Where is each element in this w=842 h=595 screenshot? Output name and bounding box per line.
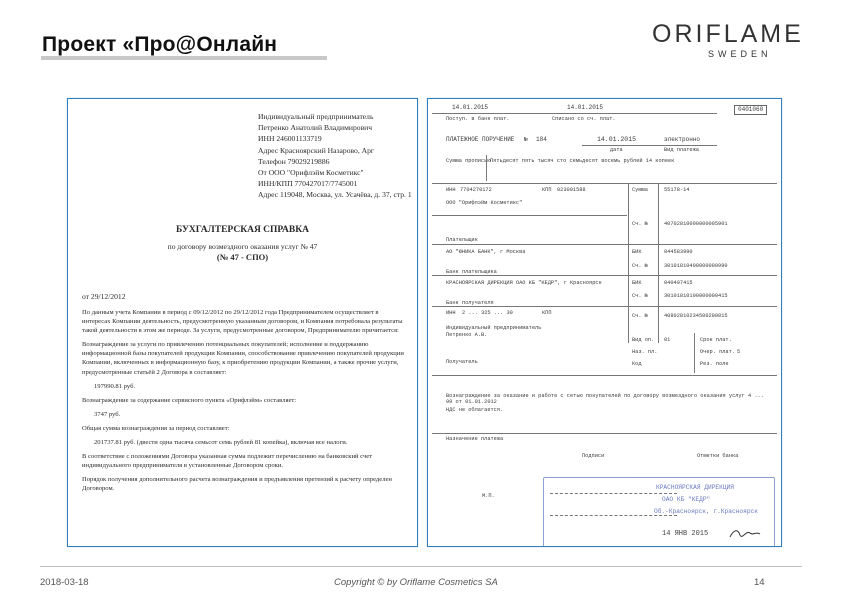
op-value: 01	[664, 337, 671, 343]
rule	[432, 183, 777, 184]
title-underline	[41, 56, 327, 60]
stamp-line: ОАО КБ "КЕДР"	[662, 496, 711, 503]
acc-label: Сч. №	[632, 293, 648, 299]
date-label: дата	[610, 147, 623, 153]
footer-divider	[40, 566, 802, 567]
kpp-label: КПП	[542, 310, 552, 316]
amount-in-words: Пятьдесят пять тысяч сто семьдесят восемь рублей 14 копеек	[490, 158, 675, 164]
recipient-inn: 2 ... 325 ... 30	[462, 310, 513, 316]
purpose-code-label: Наз. пл.	[632, 349, 658, 355]
body-paragraph: По данным учета Компании в период с 09/12/2012 по 29/12/2012 года Предпринимателем осуществляет в интересах Компании деятельность, предусмотренную указанным договором, и Компания потребовала результаты такой деятельности в этом же периоде. За услуги, предусмотренные договором, Предпринимателю причитается:	[82, 309, 403, 335]
number-label: №	[524, 136, 528, 143]
payment-purpose-vat: НДС не облагается.	[446, 407, 504, 413]
header-line: Петренко Анатолий Владимирович	[258, 123, 373, 133]
recipient-bank: КРАСНОЯРСКАЯ ДИРЕКЦИЯ ОАО КБ "КЕДР", г Красноярск	[446, 280, 602, 286]
acc-label: Сч. №	[632, 313, 648, 319]
rule	[432, 113, 717, 114]
order-value: 5	[737, 349, 741, 355]
header-line: ИНН/КПП 770427017/7745001	[258, 179, 358, 189]
payer-corr-account: 30101810400000000990	[664, 263, 728, 269]
recipient-bank-label: Банк получателя	[446, 300, 494, 306]
recipient-name-2: Петренко А.В.	[446, 332, 488, 338]
payer-bank-label: Банк плательщика	[446, 269, 497, 275]
rule	[432, 433, 777, 434]
rule	[694, 333, 695, 373]
body-paragraph: Общая сумма вознаграждения за период составляет:	[82, 424, 230, 432]
payer-inn: 7704270172	[460, 187, 492, 193]
footer-page-number: 14	[754, 577, 765, 588]
due-label: Срок плат.	[700, 337, 732, 343]
accounting-certificate-image	[67, 98, 418, 547]
document-name: ПЛАТЕЖНОЕ ПОРУЧЕНИЕ	[446, 136, 515, 143]
rule	[432, 375, 777, 376]
rule	[658, 183, 659, 343]
code-label: Код	[632, 361, 642, 367]
logo-subtitle: SWEDEN	[708, 49, 772, 59]
recipient-account: 40802810234500200015	[664, 313, 728, 319]
stamp-line: КРАСНОЯРСКАЯ ДИРЕКЦИЯ	[656, 484, 734, 491]
logo-wordmark: ORIFLAME	[652, 20, 804, 48]
recipient-bik: 040407415	[664, 280, 693, 286]
recipient-label: Получатель	[446, 359, 478, 365]
rule	[432, 244, 777, 245]
stamp-line: Об.-Красноярск, г.Красноярск	[654, 508, 758, 515]
order-label: Очер. плат.	[700, 349, 735, 355]
header-line: Телефон 79029219886	[258, 156, 330, 166]
certificate-body	[82, 308, 404, 499]
payer-bank: АО "ЮНИКА БАНК", г Москва	[446, 249, 526, 255]
rule	[432, 215, 627, 216]
body-amount: 197990.81 руб.	[94, 382, 136, 390]
footer-copyright: Copyright © by Oriflame Cosmetics SA	[334, 577, 498, 588]
purpose-footer-label: Назначение платежа	[446, 436, 504, 442]
document-number: 184	[536, 136, 547, 143]
inn-label: ИНН	[446, 187, 456, 193]
acc-label: Сч. №	[632, 263, 648, 269]
payment-purpose: Вознаграждение за оказание и работе с сетью покупателей по договору возмездного оказания услуг 4 ... 99 от 01.01.2012	[446, 393, 764, 405]
certificate-header	[258, 111, 412, 201]
sum-label: Сумма	[632, 187, 648, 193]
kind-label: Вид платежа	[664, 147, 699, 153]
signatures-label: Подписи	[582, 453, 605, 459]
inn-label: ИНН	[446, 310, 456, 316]
bik-label: БИК	[632, 280, 642, 286]
header-line: Адрес 119048, Москва, ул. Усачёва, д. 37, стр. 1	[258, 190, 412, 200]
body-amount: 3747 руб.	[94, 410, 121, 418]
header-line: Индивидуальный предприниматель	[258, 112, 374, 121]
signature-scribble	[728, 527, 762, 541]
op-label: Вид оп.	[632, 337, 655, 343]
body-paragraph: Вознаграждение за содержание сервисного пункта «Орифлэйм» составляет:	[82, 396, 297, 404]
certificate-number: (№ 47 - СПО)	[216, 252, 269, 262]
body-paragraph: Вознаграждение за услуги по привлечению потенциальных покупателей; исполнение и поддержанию информационной базы покупателей продукции Компании, способствование привлечению покупателей продукции Компании, включенных в информационную базу, к приобретению продукции Компании, а также прочие услуги, предусмотренные статьёй 2 Договора в составляет:	[82, 341, 404, 376]
rule	[432, 306, 777, 307]
form-code: 0401060	[734, 105, 767, 115]
header-line: От ООО "Орифлэйм Косметикс"	[258, 168, 364, 178]
seal-place-label: М.П.	[482, 493, 495, 499]
received-date: 14.01.2015	[452, 104, 489, 111]
payer-account: 40702810000000005901	[664, 221, 728, 227]
header-line: Адрес Красноярский Назарово, Арг	[258, 145, 375, 155]
debited-label: Списано со сч. плат.	[552, 116, 616, 122]
oriflame-logo	[652, 20, 802, 68]
payment-kind: электронно	[664, 136, 701, 143]
document-date: 14.01.2015	[597, 136, 637, 143]
rule	[628, 183, 629, 343]
slide-title: Проект «Про@Онлайн	[42, 33, 278, 56]
body-paragraph: Порядок получения дополнительного расчета вознаграждения и предъявления претензий к расчету определен Договором.	[82, 476, 392, 493]
bank-marks-label: Отметки банка	[697, 453, 739, 459]
header-line: ИНН 246001133719	[258, 134, 322, 144]
rule	[486, 155, 487, 181]
amount-label: Сумма прописью	[446, 158, 491, 164]
recipient-corr-account: 30101810100000000415	[664, 293, 728, 299]
payment-order-image	[427, 98, 782, 547]
footer-date: 2018-03-18	[40, 577, 89, 588]
payer-bik: 044583990	[664, 249, 693, 255]
debited-date: 14.01.2015	[567, 104, 604, 111]
rule	[582, 145, 717, 146]
payment-sum: 55178-14	[664, 187, 690, 193]
certificate-subtitle: по договору возмездного оказания услуг № 47	[167, 242, 318, 251]
received-label: Поступ. в банк плат.	[446, 116, 510, 122]
bik-label: БИК	[632, 249, 642, 255]
certificate-date: от 29/12/2012	[82, 292, 126, 301]
body-paragraph: В соответствие с положениями Договора указанная сумма подлежит перечислению на банковский счет индивидуального предпринимателя в установленные Договором сроки.	[82, 453, 373, 470]
reserve-label: Рез. поле	[700, 361, 729, 367]
payer-label: Плательщик	[446, 237, 478, 243]
recipient-name: Индивидуальный предприниматель	[446, 325, 542, 331]
acc-label: Сч. №	[632, 221, 648, 227]
kpp-label: КПП	[542, 187, 552, 193]
rule	[432, 275, 777, 276]
certificate-title: БУХГАЛТЕРСКАЯ СПРАВКА	[176, 225, 309, 235]
body-amount: 201737.81 руб. (двести одна тысяча семьсот семь рублей 81 копейка), включая все налоги.	[94, 439, 348, 447]
payer-name: ООО "Орифлэйм Косметикс"	[446, 200, 523, 206]
stamp-date: 14 ЯНВ 2015	[662, 530, 709, 538]
payer-kpp: 023001588	[557, 187, 586, 193]
